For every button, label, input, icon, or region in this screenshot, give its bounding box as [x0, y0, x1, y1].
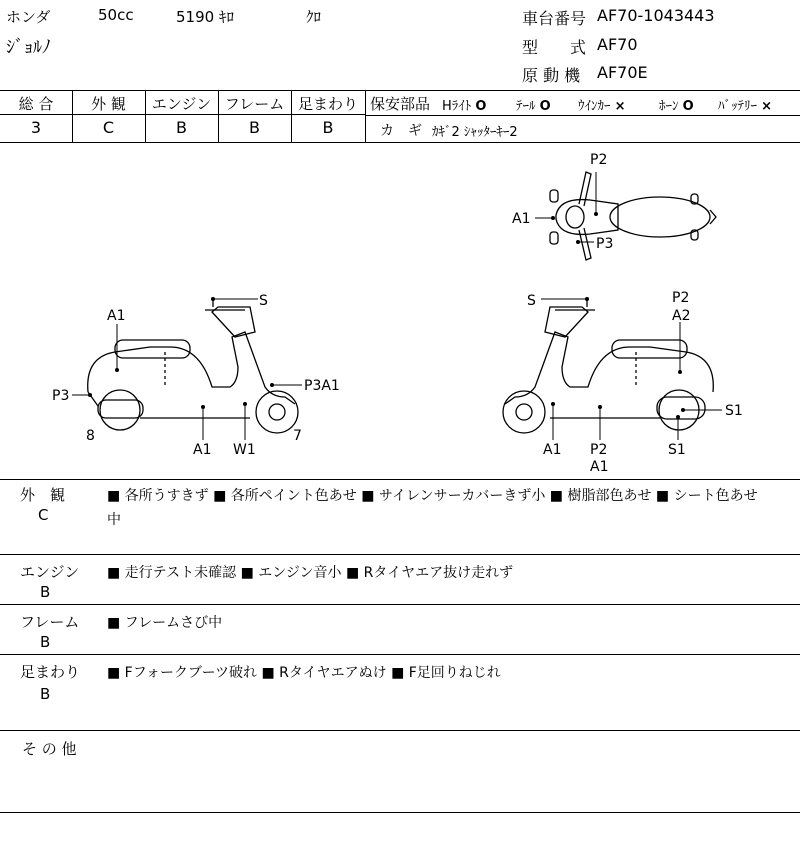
safety-tail-mark: O: [539, 99, 551, 114]
engine-label: 原 動 機: [522, 66, 581, 85]
grade-frame-label: フレーム: [224, 95, 285, 113]
right-label-a2: A2: [672, 308, 691, 324]
top-label-p3: P3: [596, 236, 614, 252]
left-label-p3a1: P3A1: [304, 378, 340, 394]
grade-overall-label: 総 合: [18, 95, 54, 113]
note-appearance-text: ■ 各所うすきず ■ 各所ペイント色あせ ■ サイレンサーカバーきず小 ■ 樹脂部色あせ ■ シート色あせ: [107, 488, 758, 504]
note-appearance-grade: C: [38, 506, 49, 524]
note-engine-text: ■ 走行テスト未確認 ■ エンジン音小 ■ Rタイヤエア抜け走れず: [107, 565, 514, 581]
grade-suspension-value: B: [322, 118, 334, 137]
left-label-a1-bottom: A1: [193, 442, 212, 458]
mileage: 5190 ｷﾛ: [176, 8, 234, 26]
left-label-w1: W1: [233, 442, 256, 458]
maker: ホンダ: [6, 8, 51, 26]
model-type: AF70: [597, 35, 638, 54]
color: ｸﾛ: [306, 8, 322, 26]
grade-appearance-label: 外 観: [91, 95, 126, 113]
model-name: ｼﾞｮﾙﾉ: [6, 37, 51, 58]
frame-number: AF70-1043443: [597, 6, 715, 25]
safety-horn-name: ﾎｰﾝ: [659, 99, 679, 114]
grade-overall-value: 3: [30, 118, 42, 137]
note-frame-text: ■ フレームさび中: [107, 615, 223, 631]
left-label-a1-top: A1: [107, 308, 126, 324]
note-other-label: そ の 他: [22, 740, 77, 758]
displacement: 50cc: [98, 6, 134, 24]
safety-winker-name: ｳｲﾝｶｰ: [578, 99, 611, 114]
grade-engine-value: B: [176, 118, 187, 137]
grade-frame-value: B: [249, 118, 260, 137]
safety-horn-mark: O: [682, 99, 694, 114]
right-label-p2-bottom: P2: [590, 442, 608, 458]
diagram-leader-lines: [72, 172, 722, 440]
safety-battery: [718, 95, 772, 114]
left-label-s: S: [259, 293, 268, 309]
note-suspension-label: 足まわり: [20, 663, 81, 681]
top-label-p2: P2: [590, 152, 608, 168]
right-label-s1-bottom: S1: [668, 442, 686, 458]
note-frame-grade: B: [40, 633, 51, 651]
safety-headlight: [442, 95, 486, 114]
note-suspension-text: ■ Fフォークブーツ破れ ■ Rタイヤエアぬけ ■ F足回りねじれ: [107, 665, 501, 681]
safety-winker-mark: ×: [614, 99, 626, 114]
safety-tail: [516, 95, 551, 114]
note-engine-grade: B: [40, 583, 51, 601]
note-engine-label: エンジン: [20, 563, 80, 581]
left-label-8: 8: [86, 428, 95, 444]
top-label-a1: A1: [512, 211, 531, 227]
safety-parts-label: 保安部品: [370, 95, 431, 113]
note-suspension-grade: B: [40, 685, 51, 703]
frame-number-label: 車台番号: [522, 9, 587, 28]
engine-model: AF70E: [597, 63, 648, 82]
scooter-diagram: [0, 142, 800, 482]
model-type-label: 型 式: [522, 38, 587, 57]
right-label-p2: P2: [672, 290, 690, 306]
left-label-7: 7: [293, 428, 302, 444]
safety-winker: [578, 95, 626, 114]
safety-tail-name: ﾃｰﾙ: [516, 99, 536, 114]
safety-headlight-mark: O: [475, 99, 487, 114]
right-label-a1-bottom: A1: [590, 459, 609, 475]
note-appearance-label: 外 観: [20, 486, 66, 504]
grade-engine-label: エンジン: [151, 95, 212, 113]
top-view-drawing: [550, 172, 716, 260]
note-appearance-text2: 中: [107, 512, 121, 528]
right-label-s: S: [527, 293, 536, 309]
left-label-p3: P3: [52, 388, 70, 404]
safety-battery-mark: ×: [761, 99, 773, 114]
key-label: カ ギ: [380, 123, 422, 139]
right-label-s1-right: S1: [725, 403, 743, 419]
key-value: ｶｷﾞ2 ｼｬｯﾀｰｷｰ2: [432, 125, 518, 140]
right-label-a1: A1: [543, 442, 562, 458]
safety-horn: [659, 95, 694, 114]
safety-headlight-name: Hﾗｲﾄ: [442, 99, 472, 114]
safety-battery-name: ﾊﾞｯﾃﾘｰ: [718, 99, 757, 114]
grade-appearance-value: C: [102, 118, 115, 137]
grade-suspension-label: 足まわり: [297, 95, 358, 113]
note-frame-label: フレーム: [20, 613, 80, 631]
